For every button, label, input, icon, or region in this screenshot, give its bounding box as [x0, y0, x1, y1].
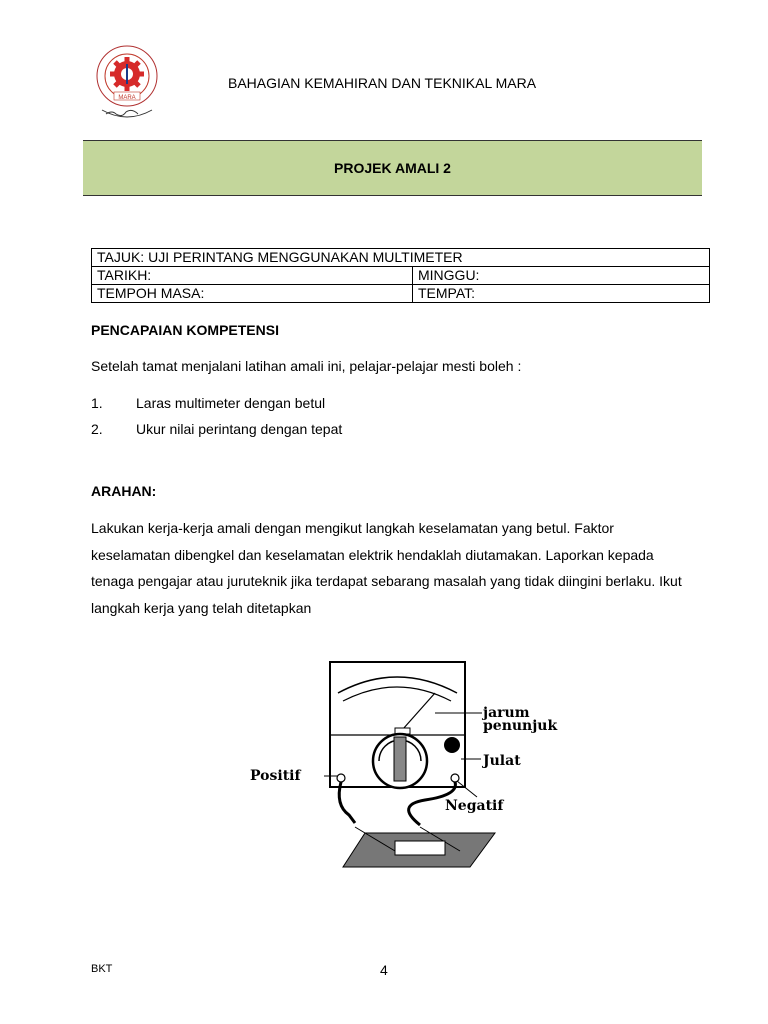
minggu-cell: MINGGU: [413, 267, 710, 285]
title-banner [83, 140, 702, 196]
svg-text:MARA: MARA [118, 95, 136, 101]
mara-logo [92, 44, 162, 124]
list-item-number: 1. [91, 395, 103, 411]
instructions-body: Lakukan kerja-kerja amali dengan mengikut langkah keselamatan yang betul. Faktor keselamatan dibengkel dan keselamatan elektrik hendaklah diutamakan. Laporkan kepada tenaga pengajar atau juruteknik jika terdapat sebarang masalah yang tidak diingini berlaku. Ikut langkah kerja yang telah ditetapkan [91, 520, 682, 616]
penunjuk-label: penunjuk [483, 718, 558, 734]
organization-name: BAHAGIAN KEMAHIRAN DAN TEKNIKAL MARA [228, 75, 537, 91]
negatif-label: Negatif [445, 798, 504, 814]
list-item: Laras multimeter dengan betul [136, 395, 326, 411]
footer-label: BKT [91, 963, 113, 975]
tempat-cell: TEMPAT: [413, 285, 710, 303]
page-title: PROJEK AMALI 2 [334, 160, 451, 176]
table-row [92, 285, 710, 303]
multimeter-diagram [245, 655, 585, 880]
table-row [92, 249, 710, 267]
tarikh-cell: TARIKH: [92, 267, 413, 285]
competency-heading: PENCAPAIAN KOMPETENSI [91, 322, 279, 338]
positif-label: Positif [250, 768, 301, 784]
tempoh-cell: TEMPOH MASA: [92, 285, 413, 303]
instructions-heading: ARAHAN: [91, 483, 157, 499]
list-item-number: 2. [91, 421, 103, 437]
jarum-label: jarum [483, 705, 530, 721]
list-item: Ukur nilai perintang dengan tepat [136, 421, 343, 437]
tajuk-cell: TAJUK: UJI PERINTANG MENGGUNAKAN MULTIMETER [92, 249, 710, 267]
info-table [91, 248, 710, 303]
julat-label: Julat [483, 753, 521, 769]
page-number: 4 [380, 962, 388, 978]
competency-intro: Setelah tamat menjalani latihan amali ini, pelajar-pelajar mesti boleh : [91, 358, 522, 374]
table-row [92, 267, 710, 285]
